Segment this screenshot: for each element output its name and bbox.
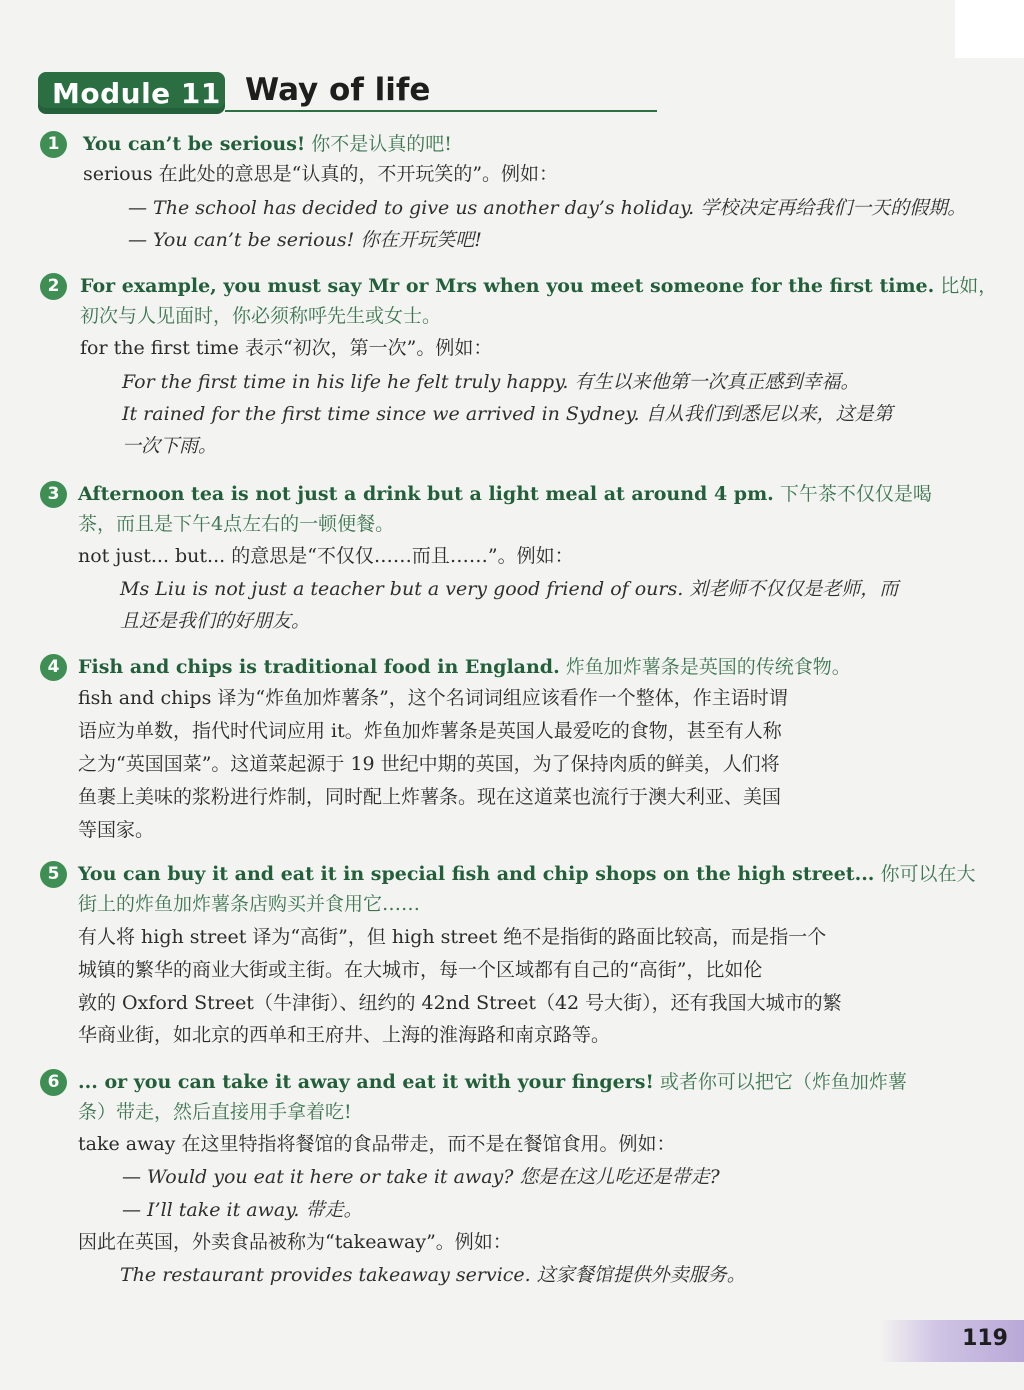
note-text: 城镇的繁华的商业大街或主街。在大城市，每一个区域都有自己的“高街”，比如伦 xyxy=(78,959,763,981)
module-badge xyxy=(38,72,225,114)
note-text: 有人将 high street 译为“高街”，但 high street 绝不是指街的路面比较高，而是指一个 xyxy=(78,926,827,948)
example-sentence: The restaurant provides takeaway service. 这家餐馆提供外卖服务。 xyxy=(120,1264,746,1286)
section-number-badge: 3 xyxy=(40,481,67,508)
page-number: 119 xyxy=(962,1326,1008,1351)
note-text: 鱼裹上美味的浆粉进行炸制，同时配上炸薯条。现在这道菜也流行于澳大利亚、美国 xyxy=(78,786,782,808)
example-sentence: — You can’t be serious! 你在开玩笑吧! xyxy=(128,229,482,251)
section-heading-translation: 初次与人见面时，你必须称呼先生或女士。 xyxy=(80,305,442,327)
note-text: for the first time 表示“初次，第一次”。例如： xyxy=(80,337,493,359)
module-label: Module 11 xyxy=(52,77,221,110)
section-heading: For example, you must say Mr or Mrs when you meet someone for the first time. 比如， xyxy=(80,275,998,297)
note-text: 因此在英国，外卖食品被称为“takeaway”。例如： xyxy=(78,1231,512,1253)
example-sentence: — The school has decided to give us another day’s holiday. 学校决定再给我们一天的假期。 xyxy=(128,197,967,219)
example-sentence: — Would you eat it here or take it away? 您是在这儿吃还是带走? xyxy=(122,1166,720,1188)
page-corner xyxy=(955,0,1024,58)
section-number-badge: 6 xyxy=(40,1069,67,1096)
page-title: Way of life xyxy=(245,72,431,108)
example-sentence: — I’ll take it away. 带走。 xyxy=(122,1199,363,1221)
section-heading-translation: 茶，而且是下午4点左右的一顿便餐。 xyxy=(78,513,395,535)
note-text: 语应为单数，指代时代词应用 it。炸鱼加炸薯条是英国人最爱吃的食物，甚至有人称 xyxy=(78,720,782,742)
note-text: 等国家。 xyxy=(78,819,155,841)
note-text: 敦的 Oxford Street（牛津街）、纽约的 42nd Street（42 号大街），还有我国大城市的繁 xyxy=(78,992,842,1014)
section-heading: You can’t be serious! 你不是认真的吧! xyxy=(83,133,452,155)
section-number-badge: 4 xyxy=(40,654,67,681)
example-sentence: Ms Liu is not just a teacher but a very good friend of ours. 刘老师不仅仅是老师，而 xyxy=(120,578,899,600)
section-heading: You can buy it and eat it in special fish and chip shops on the high street... 你可以在大 xyxy=(78,863,976,885)
section-heading: ... or you can take it away and eat it with your fingers! 或者你可以把它（炸鱼加炸薯 xyxy=(78,1071,907,1093)
example-sentence: 一次下雨。 xyxy=(122,435,218,457)
note-text: serious 在此处的意思是“认真的，不开玩笑的”。例如： xyxy=(83,163,559,185)
section-heading: Afternoon tea is not just a drink but a light meal at around 4 pm. 下午茶不仅仅是喝 xyxy=(78,483,932,505)
section-number-badge: 5 xyxy=(40,861,67,888)
title-divider xyxy=(225,110,657,112)
section-heading-translation: 条）带走，然后直接用手拿着吃! xyxy=(78,1101,352,1123)
note-text: 华商业街，如北京的西单和王府井、上海的淮海路和南京路等。 xyxy=(78,1024,611,1046)
page-number-band xyxy=(880,1320,1024,1362)
note-text: take away 在这里特指将餐馆的食品带走，而不是在餐馆食用。例如： xyxy=(78,1133,676,1155)
section-heading: Fish and chips is traditional food in England. 炸鱼加炸薯条是英国的传统食物。 xyxy=(78,656,851,678)
note-text: 之为“英国国菜”。这道菜起源于 19 世纪中期的英国，为了保持肉质的鲜美，人们将 xyxy=(78,753,780,775)
section-heading-translation: 街上的炸鱼加炸薯条店购买并食用它…… xyxy=(78,893,421,915)
example-sentence: It rained for the first time since we arrived in Sydney. 自从我们到悉尼以来，这是第 xyxy=(122,403,893,425)
section-number-badge: 1 xyxy=(40,131,67,158)
note-text: not just... but... 的意思是“不仅仅……而且……”。例如： xyxy=(78,545,574,567)
example-sentence: For the first time in his life he felt truly happy. 有生以来他第一次真正感到幸福。 xyxy=(122,371,860,393)
example-sentence: 且还是我们的好朋友。 xyxy=(120,610,311,632)
section-number-badge: 2 xyxy=(40,273,67,300)
note-text: fish and chips 译为“炸鱼加炸薯条”，这个名词词组应该看作一个整体，作主语时谓 xyxy=(78,687,788,709)
